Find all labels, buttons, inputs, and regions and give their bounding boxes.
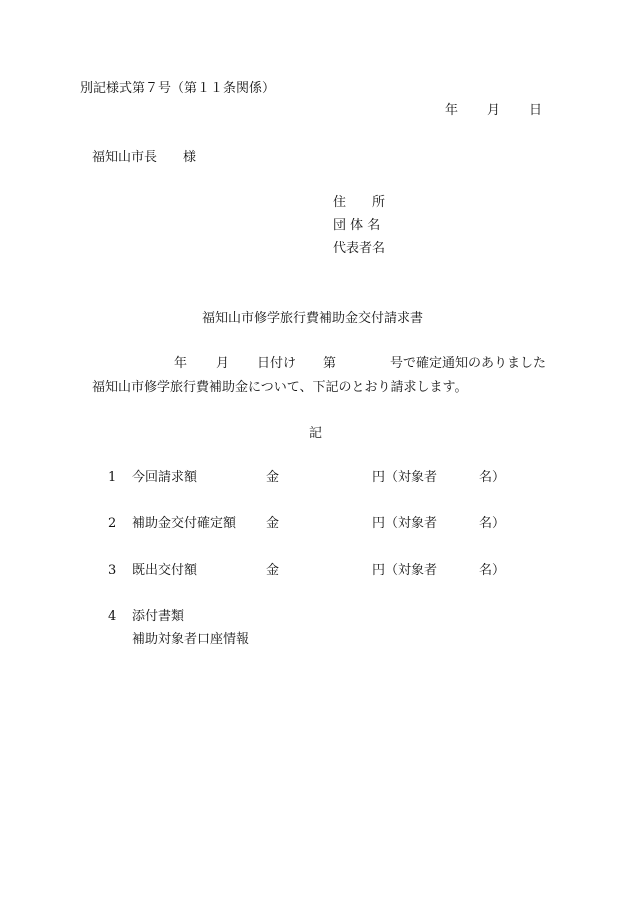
item-number: 2: [108, 516, 117, 531]
item-kin: 金: [266, 516, 280, 531]
item-label: 今回請求額: [132, 470, 198, 485]
body-line-2: 福知山市修学旅行費補助金について、下記のとおり請求します。: [92, 380, 468, 395]
form-label: 別記様式第７号（第１１条関係）: [80, 81, 276, 96]
address-label: 住 所: [333, 195, 386, 210]
attachments-detail: 補助対象者口座情報: [132, 632, 250, 647]
item-yen: 円（対象者: [372, 470, 438, 485]
body-notice: 号で確定通知のありました: [390, 356, 547, 371]
representative-label: 代表者名: [333, 241, 386, 256]
item-number: 1: [108, 470, 117, 485]
group-name-label: 団 体 名: [333, 218, 381, 233]
attachments-label: 添付書類: [132, 609, 185, 624]
body-dai: 第: [323, 356, 337, 371]
item-number: 3: [108, 563, 117, 578]
item-yen: 円（対象者: [372, 563, 438, 578]
item-label: 既出交付額: [132, 563, 198, 578]
addressee: 福知山市長 様: [92, 150, 197, 165]
document-title: 福知山市修学旅行費補助金交付請求書: [202, 311, 424, 326]
item-mei: 名）: [479, 563, 506, 578]
ki-heading: 記: [309, 426, 323, 441]
item-kin: 金: [266, 563, 280, 578]
item-mei: 名）: [479, 516, 506, 531]
body-year: 年: [174, 356, 188, 371]
item-yen: 円（対象者: [372, 516, 438, 531]
item-number: 4: [108, 609, 117, 624]
body-month: 月: [216, 356, 230, 371]
item-label: 補助金交付確定額: [132, 516, 237, 531]
item-mei: 名）: [479, 470, 506, 485]
date-line: 年 月 日: [445, 103, 544, 118]
item-kin: 金: [266, 470, 280, 485]
body-date-suffix: 日付け: [257, 356, 297, 371]
